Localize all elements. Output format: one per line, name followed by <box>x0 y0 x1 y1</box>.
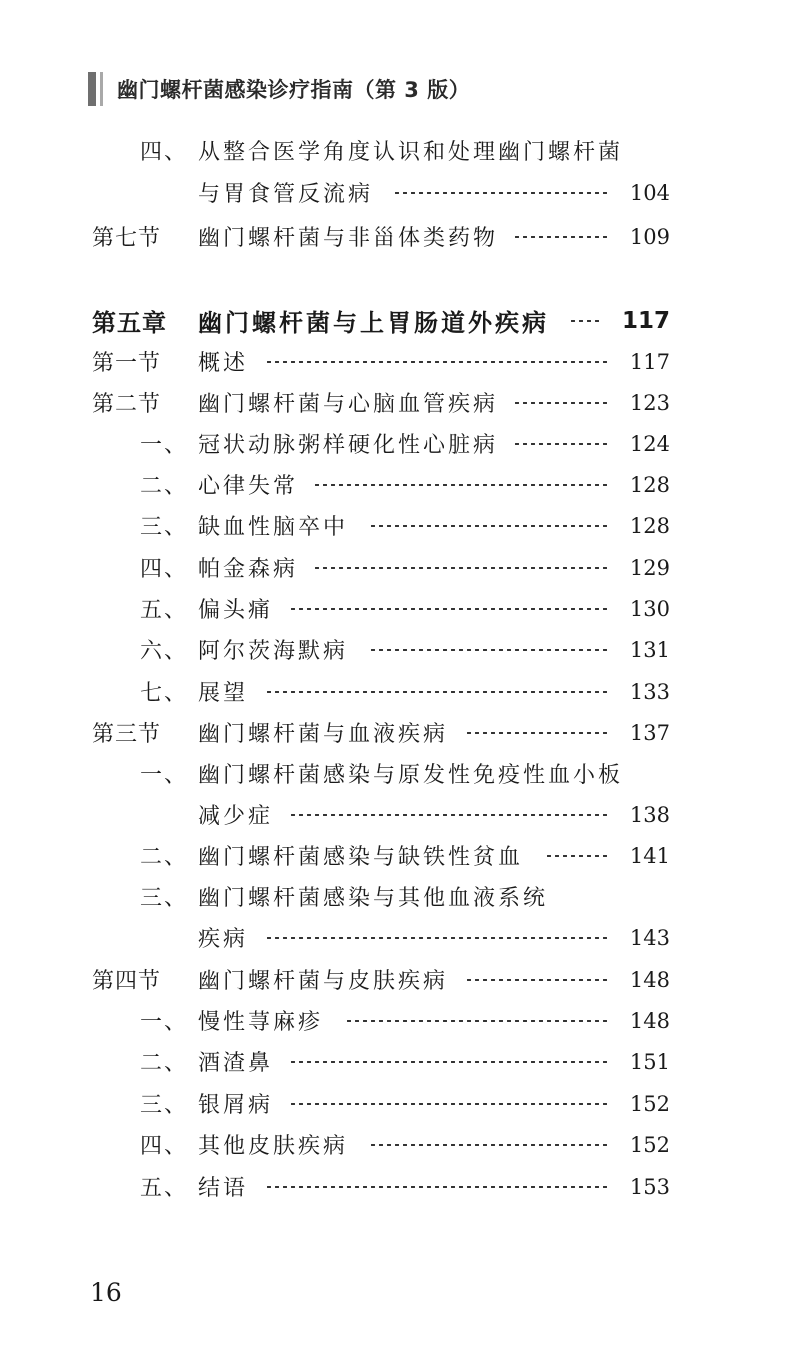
toc-entry-title: 幽门螺杆菌与非甾体类药物 <box>198 226 499 251</box>
toc-entry-page: 109 <box>629 224 670 249</box>
running-header <box>88 72 470 106</box>
toc-entry-title: 其他皮肤疾病 <box>198 1134 349 1159</box>
toc-entry[interactable] <box>0 629 790 670</box>
toc-entry-label: 第三节 <box>92 722 162 747</box>
toc-entry[interactable] <box>0 300 790 341</box>
dot-leader <box>465 732 609 734</box>
toc-entry-title: 展望 <box>198 681 249 706</box>
toc-entry-label: 第一节 <box>92 351 162 376</box>
toc-entry[interactable] <box>0 423 790 464</box>
toc-entry-title: 与胃食管反流病 <box>198 182 374 207</box>
toc-entry[interactable] <box>0 1000 790 1041</box>
toc-entry-page: 131 <box>629 637 670 662</box>
dot-leader <box>465 979 609 981</box>
toc-entry[interactable] <box>0 464 790 505</box>
toc-entry-label: 第二节 <box>92 392 162 417</box>
dot-leader <box>345 1020 609 1022</box>
toc-entry-label: 五、 <box>140 598 189 623</box>
dot-leader <box>513 236 609 238</box>
toc-entry[interactable] <box>0 341 790 382</box>
toc-entry-label: 二、 <box>140 1051 189 1076</box>
toc-entry-page: 151 <box>629 1049 670 1074</box>
dot-leader <box>369 649 609 651</box>
dot-leader <box>369 1144 609 1146</box>
toc-entry[interactable] <box>0 547 790 588</box>
toc-entry-title: 结语 <box>198 1176 249 1201</box>
toc-entry[interactable] <box>0 172 790 213</box>
dot-leader <box>513 402 609 404</box>
toc-entry[interactable] <box>0 835 790 876</box>
toc-entry-page: 129 <box>629 555 670 580</box>
dot-leader <box>289 1061 609 1063</box>
toc-entry-title: 心律失常 <box>198 474 299 499</box>
toc-entry-label: 二、 <box>140 474 189 499</box>
toc-entry-page: 117 <box>629 349 670 374</box>
toc-entry-title: 幽门螺杆菌与皮肤疾病 <box>198 969 449 994</box>
toc-entry-label: 三、 <box>140 515 189 540</box>
toc-entry-title: 偏头痛 <box>198 598 274 623</box>
toc-entry-label: 一、 <box>140 433 189 458</box>
toc-entry[interactable] <box>0 382 790 423</box>
toc-entry-title: 酒渣鼻 <box>198 1051 274 1076</box>
dot-leader <box>265 361 609 363</box>
toc-entry-page: 128 <box>629 472 670 497</box>
toc-entry[interactable] <box>0 1083 790 1124</box>
toc-entry-label: 一、 <box>140 763 189 788</box>
toc-entry-label: 五、 <box>140 1176 189 1201</box>
toc-entry[interactable] <box>0 959 790 1000</box>
dot-leader <box>289 814 609 816</box>
toc-entry-page: 104 <box>629 180 670 205</box>
toc-entry[interactable] <box>0 216 790 257</box>
toc-entry-title: 阿尔茨海默病 <box>198 639 349 664</box>
toc-entry[interactable] <box>0 917 790 958</box>
toc-entry-page: 138 <box>629 802 670 827</box>
toc-entry-page: 117 <box>621 307 670 334</box>
dot-leader <box>289 1103 609 1105</box>
toc-entry-label: 四、 <box>140 557 189 582</box>
dot-leader <box>289 608 609 610</box>
toc-entry-title: 幽门螺杆菌感染与缺铁性贫血 <box>198 845 524 870</box>
toc-entry-title: 疾病 <box>198 927 249 952</box>
toc-entry-page: 152 <box>629 1132 670 1157</box>
toc-entry-label: 第五章 <box>92 309 167 337</box>
toc-entry-label: 第七节 <box>92 226 162 251</box>
toc-entry[interactable] <box>0 1166 790 1207</box>
toc-entry-page: 128 <box>629 513 670 538</box>
toc-entry-title: 幽门螺杆菌与心脑血管疾病 <box>198 392 499 417</box>
toc-entry[interactable] <box>0 588 790 629</box>
toc-entry[interactable] <box>0 1124 790 1165</box>
dot-leader <box>569 320 601 322</box>
toc-entry-title: 幽门螺杆菌与上胃肠道外疾病 <box>198 309 549 337</box>
toc-entry-label: 一、 <box>140 1010 189 1035</box>
toc-entry-page: 153 <box>629 1174 670 1199</box>
dot-leader <box>265 1186 609 1188</box>
toc-entry[interactable] <box>0 1041 790 1082</box>
toc-entry-page: 130 <box>629 596 670 621</box>
toc-entry-page: 148 <box>629 967 670 992</box>
toc-entry-page: 148 <box>629 1008 670 1033</box>
toc-entry-title: 帕金森病 <box>198 557 299 582</box>
toc-entry-title: 慢性荨麻疹 <box>198 1010 324 1035</box>
toc-entry-title: 幽门螺杆菌感染与其他血液系统 <box>198 886 549 911</box>
toc-entry-label: 第四节 <box>92 969 162 994</box>
header-bar-decoration-thin <box>100 72 103 106</box>
dot-leader <box>545 855 609 857</box>
toc-entry[interactable] <box>0 876 790 917</box>
toc-entry[interactable] <box>0 671 790 712</box>
page-number: 16 <box>90 1278 122 1307</box>
dot-leader <box>265 691 609 693</box>
toc-entry-title: 缺血性脑卒中 <box>198 515 349 540</box>
header-bar-decoration <box>88 72 96 106</box>
dot-leader <box>265 937 609 939</box>
toc-entry-title: 冠状动脉粥样硬化性心脏病 <box>198 433 499 458</box>
toc-entry-page: 143 <box>629 925 670 950</box>
dot-leader <box>313 567 609 569</box>
toc-entry-page: 141 <box>629 843 670 868</box>
toc-entry-label: 三、 <box>140 886 189 911</box>
toc-entry-label: 三、 <box>140 1093 189 1118</box>
toc-entry-label: 七、 <box>140 681 189 706</box>
dot-leader <box>513 443 609 445</box>
toc-entry-title: 概述 <box>198 351 249 376</box>
toc-entry-title: 银屑病 <box>198 1093 274 1118</box>
toc-entry-title: 从整合医学角度认识和处理幽门螺杆菌 <box>198 140 624 165</box>
dot-leader <box>369 525 609 527</box>
toc-entry-label: 四、 <box>140 140 189 165</box>
dot-leader <box>313 484 609 486</box>
toc-entry[interactable] <box>0 130 790 171</box>
dot-leader <box>393 192 609 194</box>
toc-entry-label: 六、 <box>140 639 189 664</box>
toc-entry-page: 123 <box>629 390 670 415</box>
toc-entry-label: 四、 <box>140 1134 189 1159</box>
toc-entry-title: 幽门螺杆菌感染与原发性免疫性血小板 <box>198 763 624 788</box>
toc-entry-title: 减少症 <box>198 804 274 829</box>
toc-entry[interactable] <box>0 753 790 794</box>
toc-entry[interactable] <box>0 505 790 546</box>
toc-entry-title: 幽门螺杆菌与血液疾病 <box>198 722 449 747</box>
toc-entry-page: 137 <box>629 720 670 745</box>
toc-entry[interactable] <box>0 794 790 835</box>
toc-entry-label: 二、 <box>140 845 189 870</box>
toc-entry-page: 124 <box>629 431 670 456</box>
book-title: 幽门螺杆菌感染诊疗指南（第 3 版） <box>117 78 471 102</box>
toc-entry[interactable] <box>0 712 790 753</box>
toc-entry-page: 152 <box>629 1091 670 1116</box>
toc-entry-page: 133 <box>629 679 670 704</box>
